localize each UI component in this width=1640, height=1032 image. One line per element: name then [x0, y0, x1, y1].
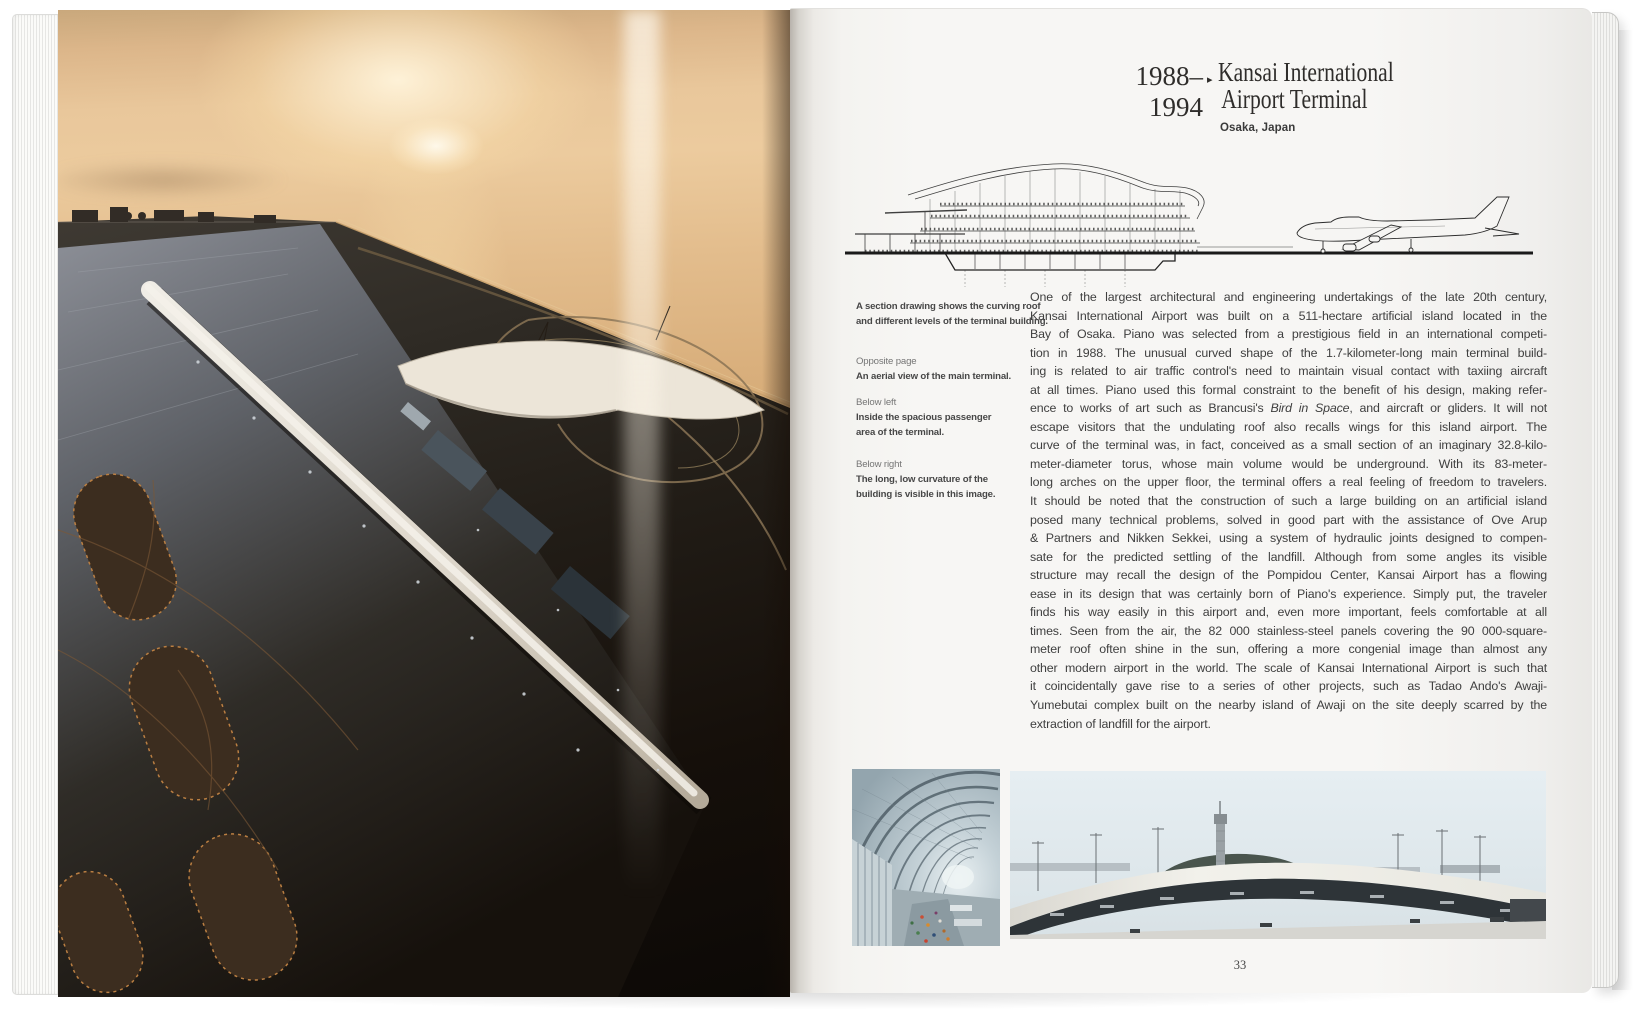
page-glare	[624, 10, 660, 997]
body-line: ence to works of art such as Brancusi's Bird in Space, and aircraft or gliders. It will not	[1030, 401, 1547, 416]
body-line: & Partners and Nikken Sekkei, using a system of hydraulic joints designed to compen-	[1030, 531, 1547, 546]
body-line: escape visitors that the undulating roof also recalls wings for this island airport. The	[1030, 419, 1547, 434]
body-line: ing is related to air traffic control's need to maintain visual contact with taxiing aircraft	[1030, 364, 1547, 379]
body-line: Bay of Osaka. Piano was selected from a prestigious field in an international competi-	[1030, 327, 1547, 342]
right-page	[790, 8, 1592, 993]
bright-far-end	[942, 865, 974, 889]
body-line: it coincidentally gave rise to a series of other projects, such as Tadao Ando's Awaji-	[1030, 679, 1547, 694]
body-line: ease in its design that was certainly born of Piano's experience. Simply put, the traveler	[1030, 586, 1547, 601]
body-text	[1030, 288, 1547, 733]
far-edge-buildings	[72, 207, 276, 223]
airplane-747	[1297, 197, 1519, 253]
interior-photo-art	[852, 769, 1000, 946]
page-edges-right	[1592, 12, 1619, 988]
body-line: One of the largest architectural and engineering undertakings of the late 20th century,	[1030, 290, 1547, 304]
underground-section	[945, 253, 1175, 287]
chapter-arrow-icon: ▸	[1207, 73, 1213, 86]
exterior-photo	[1010, 771, 1546, 939]
left-page-aerial-photo	[58, 10, 790, 997]
body-line: tion in 1988. The unusual curved shape of the 1.7-kilometer-long main terminal build-	[1030, 345, 1547, 360]
exterior-photo-art	[1010, 771, 1546, 939]
island-details	[58, 10, 790, 997]
body-line: It should be noted that the construction of such a large building on an artificial island	[1030, 494, 1547, 509]
body-line: Yumebutai complex built on the nearby island of Awaji on the site deeply scarred by the	[1030, 698, 1547, 713]
terminal-section	[855, 164, 1293, 253]
body-line: times. Seen from the air, the 82 000 stainless-steel panels covering the 90 000-square-	[1030, 623, 1547, 638]
body-line: meter roof often shine in the sun, offering a more congenial image than almost any	[1030, 642, 1547, 657]
chapter-location: Osaka, Japan	[1220, 122, 1296, 134]
body-line: meter-diameter torus, whose main volume would be underground. With its 83-meter-	[1030, 456, 1547, 471]
chapter-title-line1: Kansai International	[1218, 57, 1394, 87]
chapter-title	[1218, 59, 1394, 113]
body-line: structure may recall the design of the Pompidou Center, Kansai Airport has a flowing	[1030, 568, 1547, 583]
caption-below-left: Below left Inside the spacious passenger area of the terminal.	[856, 397, 992, 438]
page-edges-left	[12, 14, 59, 995]
body-line: extraction of landfill for the airport.	[1030, 716, 1211, 731]
body-line: Kansai International Airport was built on a 511-hectare artificial island located in the	[1030, 308, 1547, 323]
body-line: long arches on the upper floor, the terminal offers a real feeling of freedom to travelers.	[1030, 475, 1547, 490]
chapter-years: 1988–1994	[1135, 61, 1203, 122]
italic-artwork-title: Bird in Space	[1270, 401, 1350, 416]
body-line: sate for the predicted settling of the landfill. Although from some angles its visible	[1030, 549, 1547, 564]
body-line: at all times. Piano used this formal constraint to the benefit of his design, making refer-	[1030, 382, 1547, 397]
caption-opposite-page: Opposite page An aerial view of the main terminal.	[856, 356, 1012, 382]
gutter-shadow-left	[762, 10, 790, 997]
caption-section-drawing: A section drawing shows the curving roof and different levels of the terminal building.	[856, 301, 1048, 327]
section-drawing	[845, 149, 1545, 299]
chapter-title-line2: Airport Terminal	[1221, 84, 1368, 114]
body-line: other modern airport in the world. The scale of Kansai International Airport is such that	[1030, 660, 1547, 675]
caption-below-right: Below right The long, low curvature of the building is visible in this image.	[856, 459, 996, 500]
body-line: finds his way easily in this airport and, even more important, feels comfortable at all	[1030, 605, 1547, 620]
body-line: posed many technical problems, solved in good part with the assistance of Ove Arup	[1030, 512, 1547, 527]
body-line: curve of the terminal was, in fact, conceived as a small section of an imaginary 32.8-kilo-	[1030, 438, 1547, 453]
interior-photo	[852, 769, 1000, 946]
page-number: 33	[1233, 958, 1247, 972]
